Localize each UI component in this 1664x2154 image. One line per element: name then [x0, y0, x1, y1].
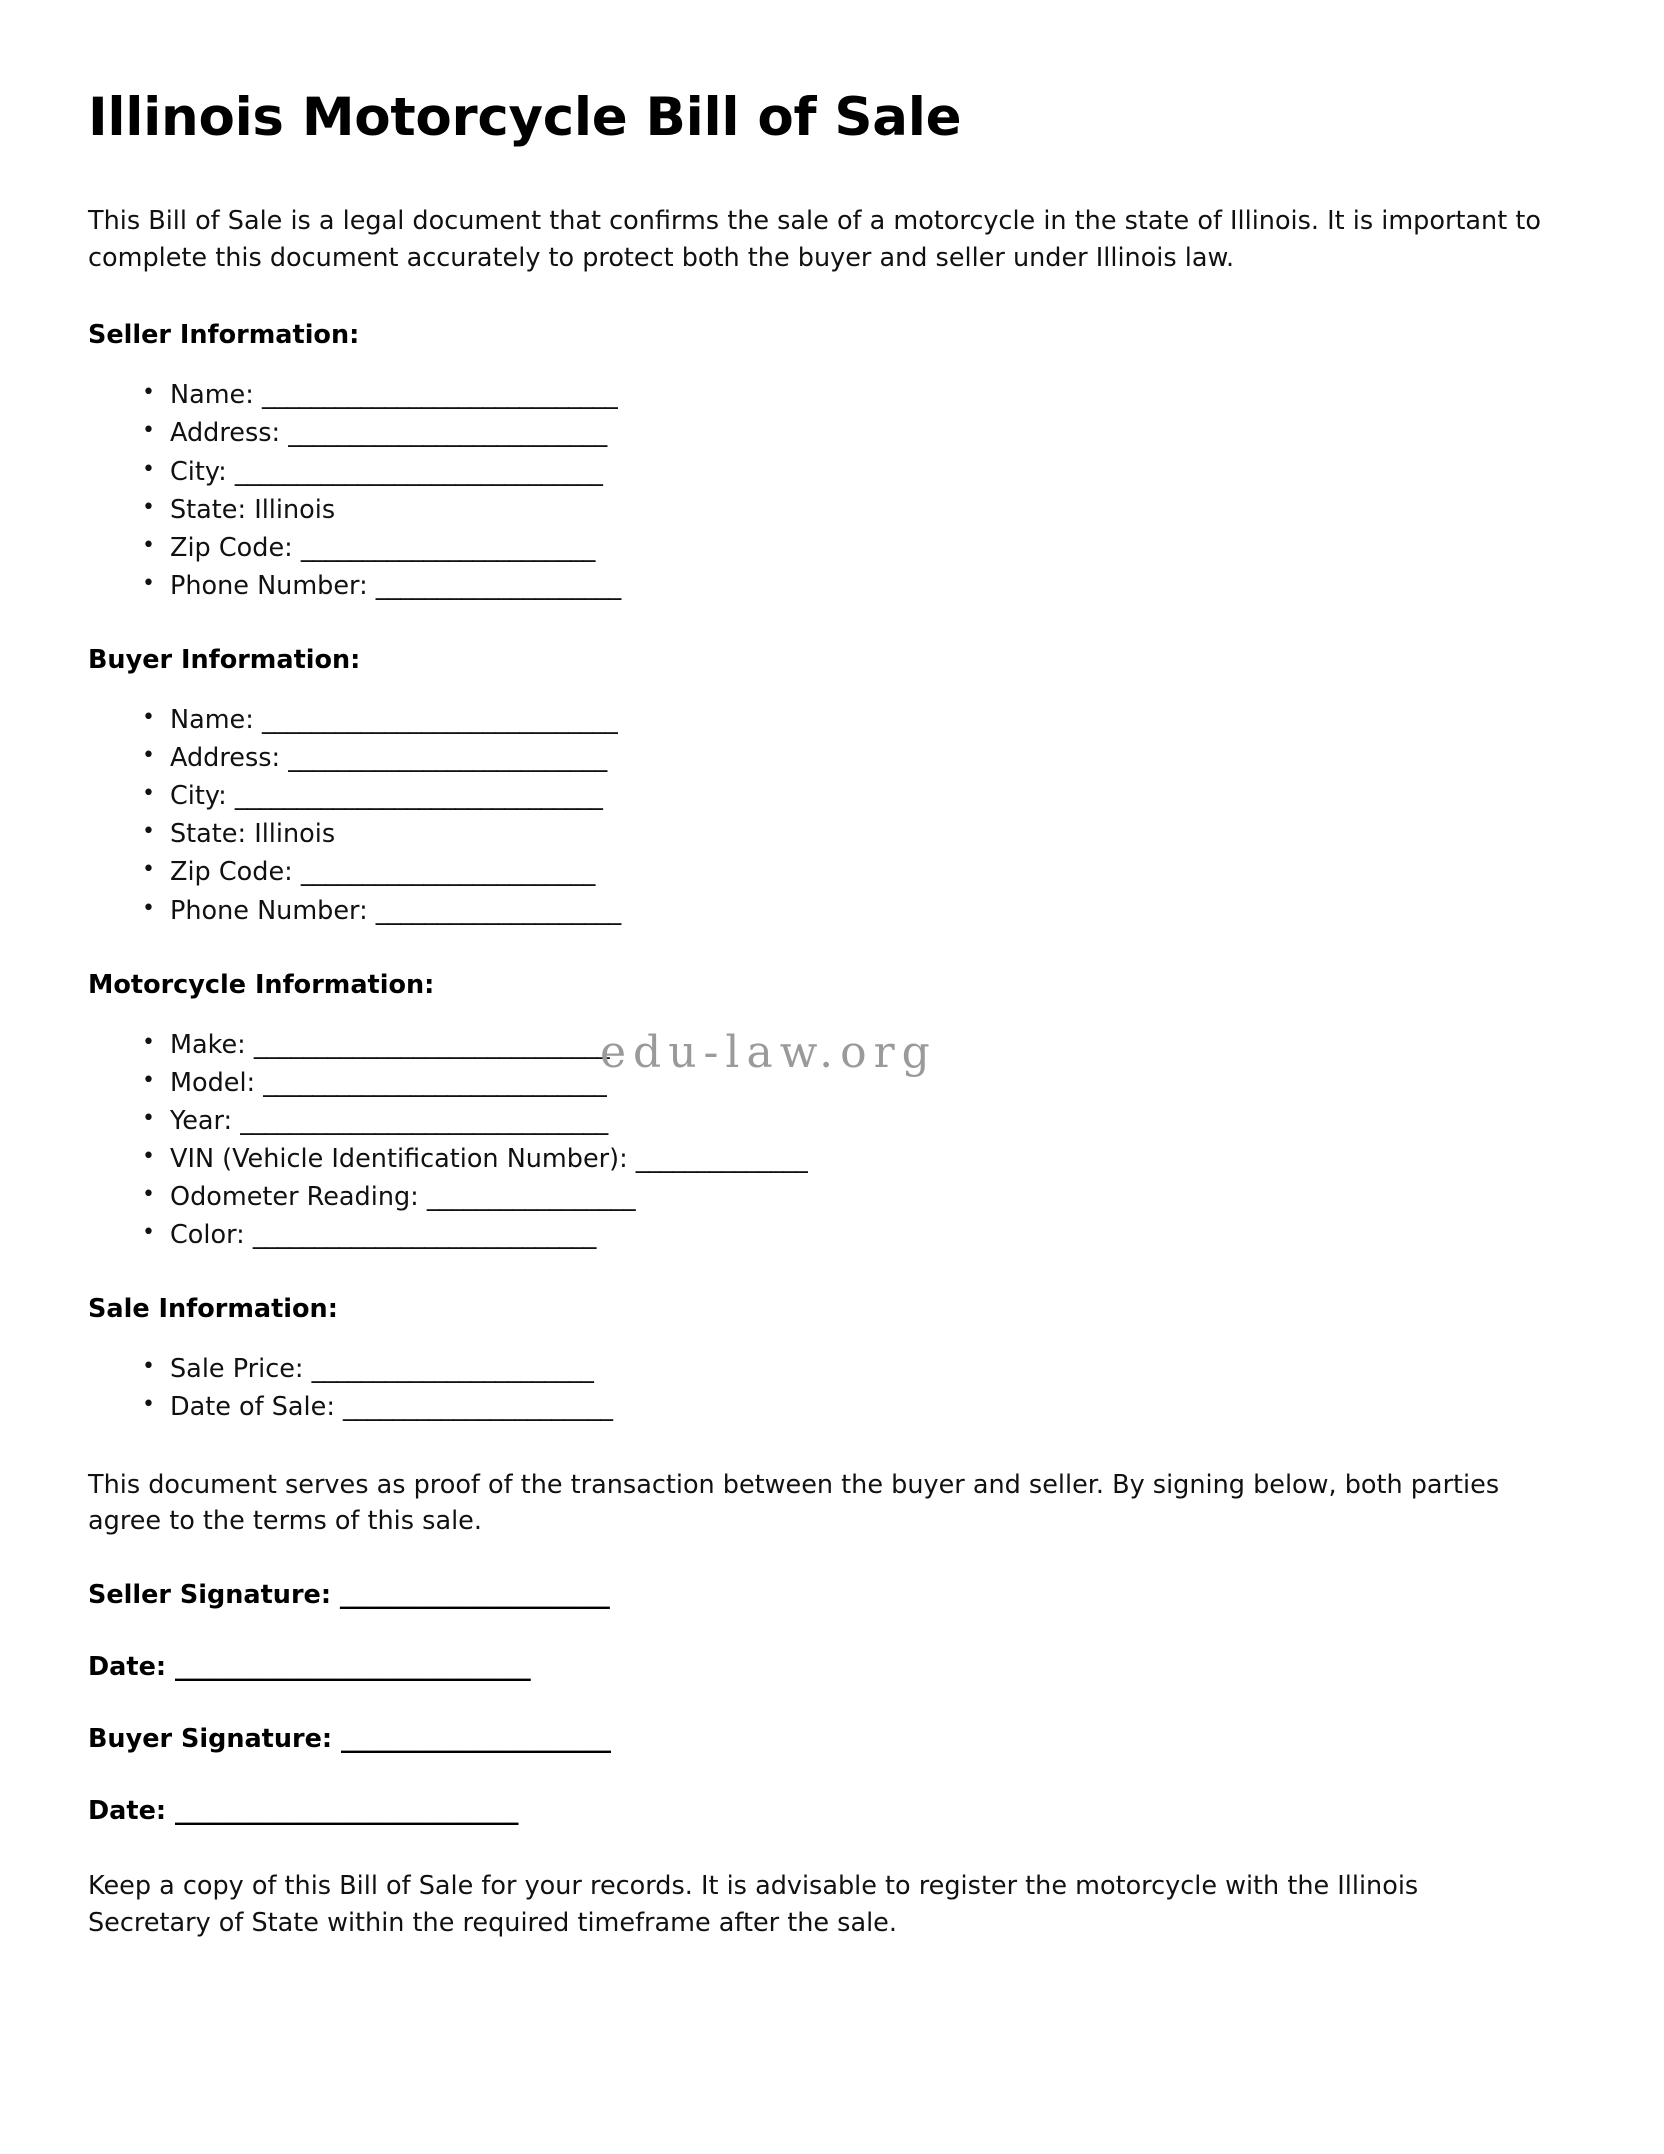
buyer-date-line: [88, 1796, 1576, 1826]
seller-signature-line: [88, 1580, 1576, 1610]
list-item: [138, 567, 1576, 605]
field-label: Model:: [170, 1067, 256, 1098]
field-blank[interactable]: _____________________________: [253, 1029, 610, 1060]
seller-information-heading: Seller Information:: [88, 320, 360, 351]
field-label: City:: [170, 456, 227, 487]
field-blank[interactable]: _______________________: [311, 1354, 594, 1385]
seller-date-line: [88, 1652, 1576, 1682]
field-label: Address:: [170, 743, 281, 774]
field-label: Date of Sale:: [170, 1392, 335, 1423]
list-item: [138, 815, 1576, 853]
sale-information-heading: Sale Information:: [88, 1294, 338, 1325]
date-blank[interactable]: _____________________________: [174, 1652, 531, 1682]
date-blank[interactable]: ____________________________: [174, 1796, 518, 1826]
list-item: [138, 853, 1576, 891]
list-item: [138, 1102, 1576, 1140]
list-item: [138, 777, 1576, 815]
field-blank[interactable]: _________________: [426, 1182, 636, 1213]
list-item: [138, 376, 1576, 414]
intro-paragraph: This Bill of Sale is a legal document that confirms the sale of a motorcycle in the state of Illinois. It is important to complete this document accurately to protect both the buyer and seller under Illinois law.: [88, 205, 1541, 273]
list-item: [138, 1216, 1576, 1254]
field-blank[interactable]: ______________________________: [234, 781, 603, 812]
list-item: [138, 453, 1576, 491]
field-label: Name:: [170, 705, 254, 736]
list-item: [138, 1026, 1576, 1064]
field-label: Phone Number:: [170, 570, 368, 601]
buyer-information-heading: Buyer Information:: [88, 645, 361, 676]
field-blank[interactable]: ____________________________: [252, 1220, 596, 1251]
seller-fields-list: [88, 376, 1576, 605]
signature-blank[interactable]: ______________________: [339, 1580, 610, 1610]
signature-block: [88, 1580, 1576, 1826]
signature-label: Buyer Signature:: [88, 1724, 333, 1754]
buyer-signature-line: [88, 1724, 1576, 1754]
field-blank[interactable]: ______________________________: [240, 1105, 608, 1136]
field-blank[interactable]: ________________________: [300, 857, 595, 888]
date-label: Date:: [88, 1796, 167, 1826]
field-blank[interactable]: __________________________: [288, 743, 607, 774]
field-label: State: Illinois: [170, 494, 336, 525]
list-item: [138, 1388, 1576, 1426]
field-blank[interactable]: ______________________: [343, 1392, 613, 1423]
list-item: [138, 1064, 1576, 1102]
list-item: [138, 739, 1576, 777]
page-title: Illinois Motorcycle Bill of Sale: [88, 87, 962, 148]
field-blank[interactable]: _____________________________: [261, 705, 618, 736]
sale-fields-list: [88, 1350, 1576, 1426]
field-label: Sale Price:: [170, 1354, 304, 1385]
signature-blank[interactable]: ______________________: [340, 1724, 611, 1754]
field-label: Zip Code:: [170, 532, 293, 563]
signature-label: Seller Signature:: [88, 1580, 332, 1610]
field-blank[interactable]: ____________________: [375, 895, 621, 926]
list-item: [138, 892, 1576, 930]
closing-paragraph: This document serves as proof of the transaction between the buyer and seller. By signing below, both parties agree to the terms of this sale.: [88, 1469, 1500, 1537]
field-label: City:: [170, 781, 227, 812]
field-label: Name:: [170, 380, 254, 411]
list-item: [138, 1178, 1576, 1216]
watermark: edu-law.org: [600, 1027, 937, 1078]
motorcycle-fields-list: [88, 1026, 1576, 1255]
field-label: State: Illinois: [170, 819, 336, 850]
footer-paragraph: Keep a copy of this Bill of Sale for your records. It is advisable to register the motorcycle with the Illinois Secretary of State within the required timeframe after the sale.: [88, 1871, 1419, 1938]
list-item: [138, 1350, 1576, 1388]
field-blank[interactable]: ______________________________: [234, 456, 603, 487]
buyer-fields-list: [88, 701, 1576, 930]
motorcycle-information-heading: Motorcycle Information:: [88, 969, 435, 1000]
field-blank[interactable]: ______________: [635, 1144, 808, 1175]
field-label: VIN (Vehicle Identification Number):: [170, 1144, 628, 1175]
field-label: Year:: [170, 1105, 233, 1136]
field-blank[interactable]: _____________________________: [261, 380, 618, 411]
list-item: [138, 529, 1576, 567]
field-label: Odometer Reading:: [170, 1182, 419, 1213]
date-label: Date:: [88, 1652, 167, 1682]
field-label: Zip Code:: [170, 857, 293, 888]
list-item: [138, 414, 1576, 452]
field-label: Color:: [170, 1220, 245, 1251]
field-label: Phone Number:: [170, 895, 368, 926]
list-item: [138, 1140, 1576, 1178]
field-label: Address:: [170, 418, 281, 449]
field-blank[interactable]: ____________________: [375, 570, 621, 601]
list-item: [138, 701, 1576, 739]
field-label: Make:: [170, 1029, 246, 1060]
field-blank[interactable]: ________________________: [300, 532, 595, 563]
field-blank[interactable]: __________________________: [288, 418, 607, 449]
field-blank[interactable]: ____________________________: [263, 1067, 607, 1098]
list-item: [138, 491, 1576, 529]
